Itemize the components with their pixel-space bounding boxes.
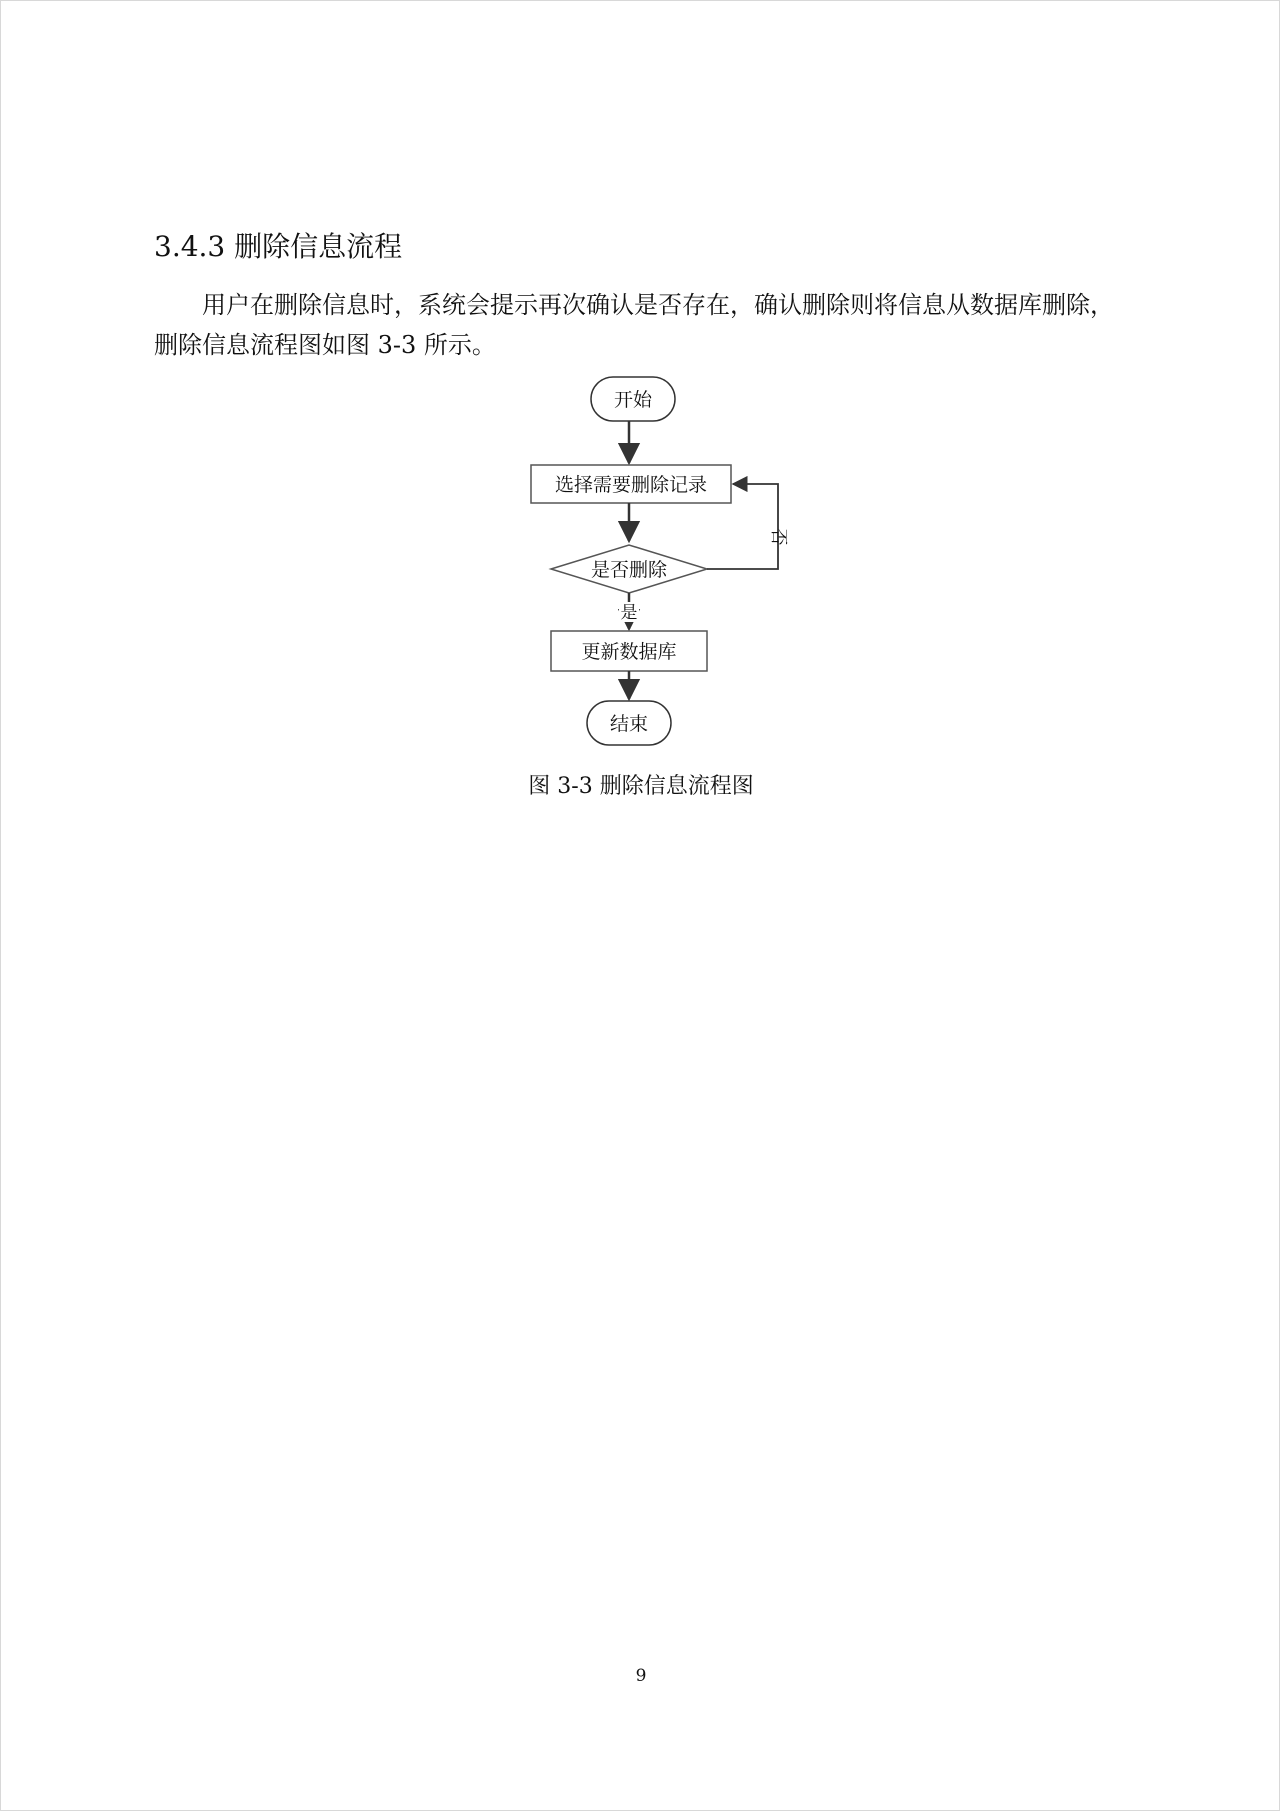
select-record-label: 选择需要删除记录 — [554, 474, 708, 496]
body-paragraph — [154, 285, 1134, 365]
end-label: 结束 — [609, 713, 649, 735]
figure-caption: 图 3-3 删除信息流程图 — [528, 774, 754, 799]
update-database-label: 更新数据库 — [581, 641, 677, 663]
delete-flowchart — [521, 369, 821, 759]
page-number: 9 — [635, 1666, 647, 1686]
section-heading: 3.4.3 删除信息流程 — [154, 230, 403, 263]
paragraph-text: 用户在删除信息时，系统会提示再次确认是否存在，确认删除则将信息从数据库删除，删除信息流程图如图 3-3 所示。 — [154, 291, 1114, 359]
yes-label: 是 — [620, 603, 638, 623]
start-label: 开始 — [613, 389, 653, 411]
no-label: 否 — [768, 528, 788, 546]
decision-label: 是否删除 — [590, 559, 668, 581]
